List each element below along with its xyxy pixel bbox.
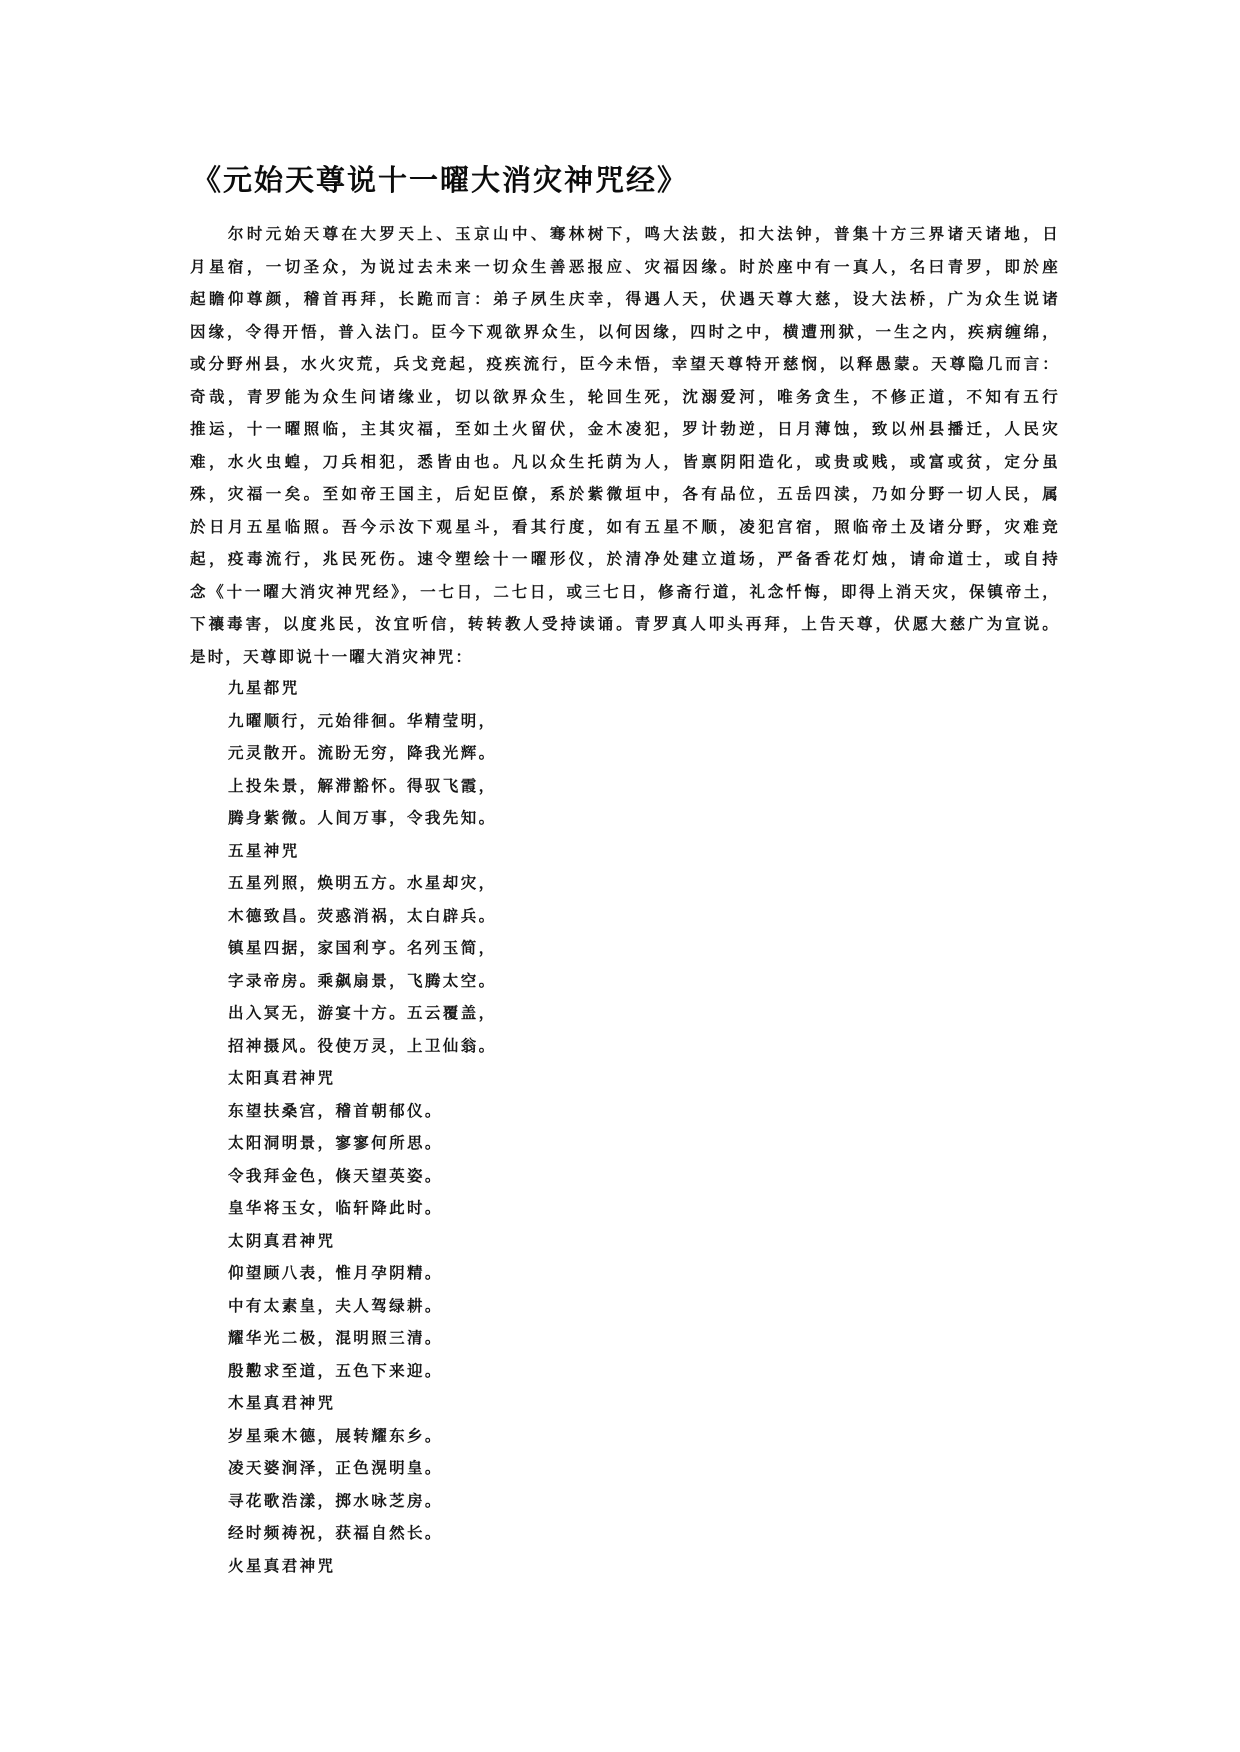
prose-line: 月星宿，一切圣众，为说过去未来一切众生善恶报应、灾福因缘。时於座中有一真人，名曰青罗，即於座 bbox=[190, 257, 1060, 276]
verse-line: 上投朱景，解滞豁怀。得驭飞霞， bbox=[228, 776, 497, 795]
incantation-sections bbox=[228, 672, 728, 1582]
section-heading: 九星都咒 bbox=[228, 679, 300, 697]
prose-line: 殊，灾福一矣。至如帝王国主，后妃臣僚，系於紫微垣中，各有品位，五岳四渎，乃如分野一切人民，属 bbox=[190, 485, 1060, 503]
verse-line: 太阳洞明景，寥寥何所思。 bbox=[228, 1134, 443, 1152]
verse-line: 腾身紫微。人间万事，令我先知。 bbox=[228, 809, 497, 827]
prose-line: 起，疫毒流行，兆民死伤。速令塑绘十一曜形仪，於清净处建立道场，严备香花灯烛，请命道士，或自持 bbox=[190, 550, 1060, 568]
prose-line: 尔时元始天尊在大罗天上、玉京山中、骞林树下，鸣大法鼓，扣大法钟，普集十方三界诸天诸地，日 bbox=[190, 225, 1060, 243]
prose-line: 起瞻仰尊颜，稽首再拜，长跪而言：弟子夙生庆幸，得遇人天，伏遇天尊大慈，设大法桥，广为众生说诸 bbox=[190, 290, 1060, 308]
prose-line: 奇哉，青罗能为众生问诸缘业，切以欲界众生，轮回生死，沈溺爱河，唯务贪生，不修正道，不知有五行 bbox=[190, 387, 1060, 406]
verse-line: 元灵散开。流盼无穷，降我光辉。 bbox=[228, 744, 497, 762]
prose-line: 下禳毒害，以度兆民，汝宜听信，转转教人受持读诵。青罗真人叩头再拜，上告天尊，伏愿大慈广为宣说。 bbox=[190, 615, 1060, 633]
prose-line: 因缘，令得开悟，普入法门。臣今下观欲界众生，以何因缘，四时之中，横遭刑狱，一生之内，疾病缠绵， bbox=[190, 322, 1060, 341]
prose-line: 念《十一曜大消灾神咒经》，一七日，二七日，或三七日，修斋行道，礼念忏悔，即得上消天灾，保镇帝土， bbox=[190, 582, 1060, 601]
prose-paragraph bbox=[190, 218, 1060, 673]
prose-line: 难，水火虫蝗，刀兵相犯，悉皆由也。凡以众生托荫为人，皆禀阴阳造化，或贵或贱，或富或贫，定分虽 bbox=[190, 452, 1060, 471]
verse-line: 岁星乘木德，展转耀东乡。 bbox=[228, 1426, 443, 1445]
verse-line: 凌天婆涧泽，正色滉明皇。 bbox=[228, 1459, 443, 1477]
verse-line: 殷懃求至道，五色下来迎。 bbox=[228, 1361, 443, 1380]
section-heading: 太阳真君神咒 bbox=[228, 1069, 336, 1087]
verse-line: 镇星四据，家国利亨。名列玉简， bbox=[228, 939, 497, 957]
section-heading: 五星神咒 bbox=[228, 841, 300, 860]
verse-line: 出入冥无，游宴十方。五云覆盖， bbox=[228, 1004, 497, 1022]
verse-line: 耀华光二极，混明照三清。 bbox=[228, 1329, 443, 1347]
prose-line: 是时，天尊即说十一曜大消灾神咒： bbox=[190, 647, 474, 666]
prose-line: 於日月五星临照。吾今示汝下观星斗，看其行度，如有五星不顺，凌犯宫宿，照临帝土及诸分野，灾难竞 bbox=[190, 517, 1060, 536]
section-heading: 木星真君神咒 bbox=[228, 1394, 336, 1412]
prose-line: 推运，十一曜照临，主其灾福，至如土火留伏，金木凌犯，罗计勃逆，日月薄蚀，致以州县播迁，人民灾 bbox=[190, 420, 1060, 438]
verse-line: 令我拜金色，倏天望英姿。 bbox=[228, 1166, 443, 1185]
verse-line: 招神摄风。役使万灵，上卫仙翁。 bbox=[228, 1036, 497, 1055]
verse-line: 五星列照，焕明五方。水星却灾， bbox=[228, 874, 497, 892]
verse-line: 九曜顺行，元始徘徊。华精莹明， bbox=[228, 711, 497, 730]
verse-line: 字录帝房。乘飙扇景，飞腾太空。 bbox=[228, 971, 497, 990]
prose-line: 或分野州县，水火灾荒，兵戈竞起，疫疾流行，臣今未悟，幸望天尊特开慈悯，以释愚蒙。天尊隐几而言： bbox=[190, 355, 1060, 373]
verse-line: 皇华将玉女，临轩降此时。 bbox=[228, 1199, 443, 1217]
verse-line: 寻花歌浩漾，掷水咏芝房。 bbox=[228, 1491, 443, 1510]
section-heading: 火星真君神咒 bbox=[228, 1556, 336, 1575]
verse-line: 经时频祷祝，获福自然长。 bbox=[228, 1524, 443, 1542]
verse-line: 木德致昌。荧惑消祸，太白辟兵。 bbox=[228, 906, 497, 925]
verse-line: 东望扶桑宫，稽首朝郁仪。 bbox=[228, 1101, 443, 1120]
document-title: 《元始天尊说十一曜大消灾神咒经》 bbox=[192, 163, 689, 197]
section-heading: 太阴真君神咒 bbox=[228, 1231, 336, 1250]
verse-line: 中有太素皇，夫人驾绿耕。 bbox=[228, 1296, 443, 1315]
verse-line: 仰望顾八表，惟月孕阴精。 bbox=[228, 1264, 443, 1282]
